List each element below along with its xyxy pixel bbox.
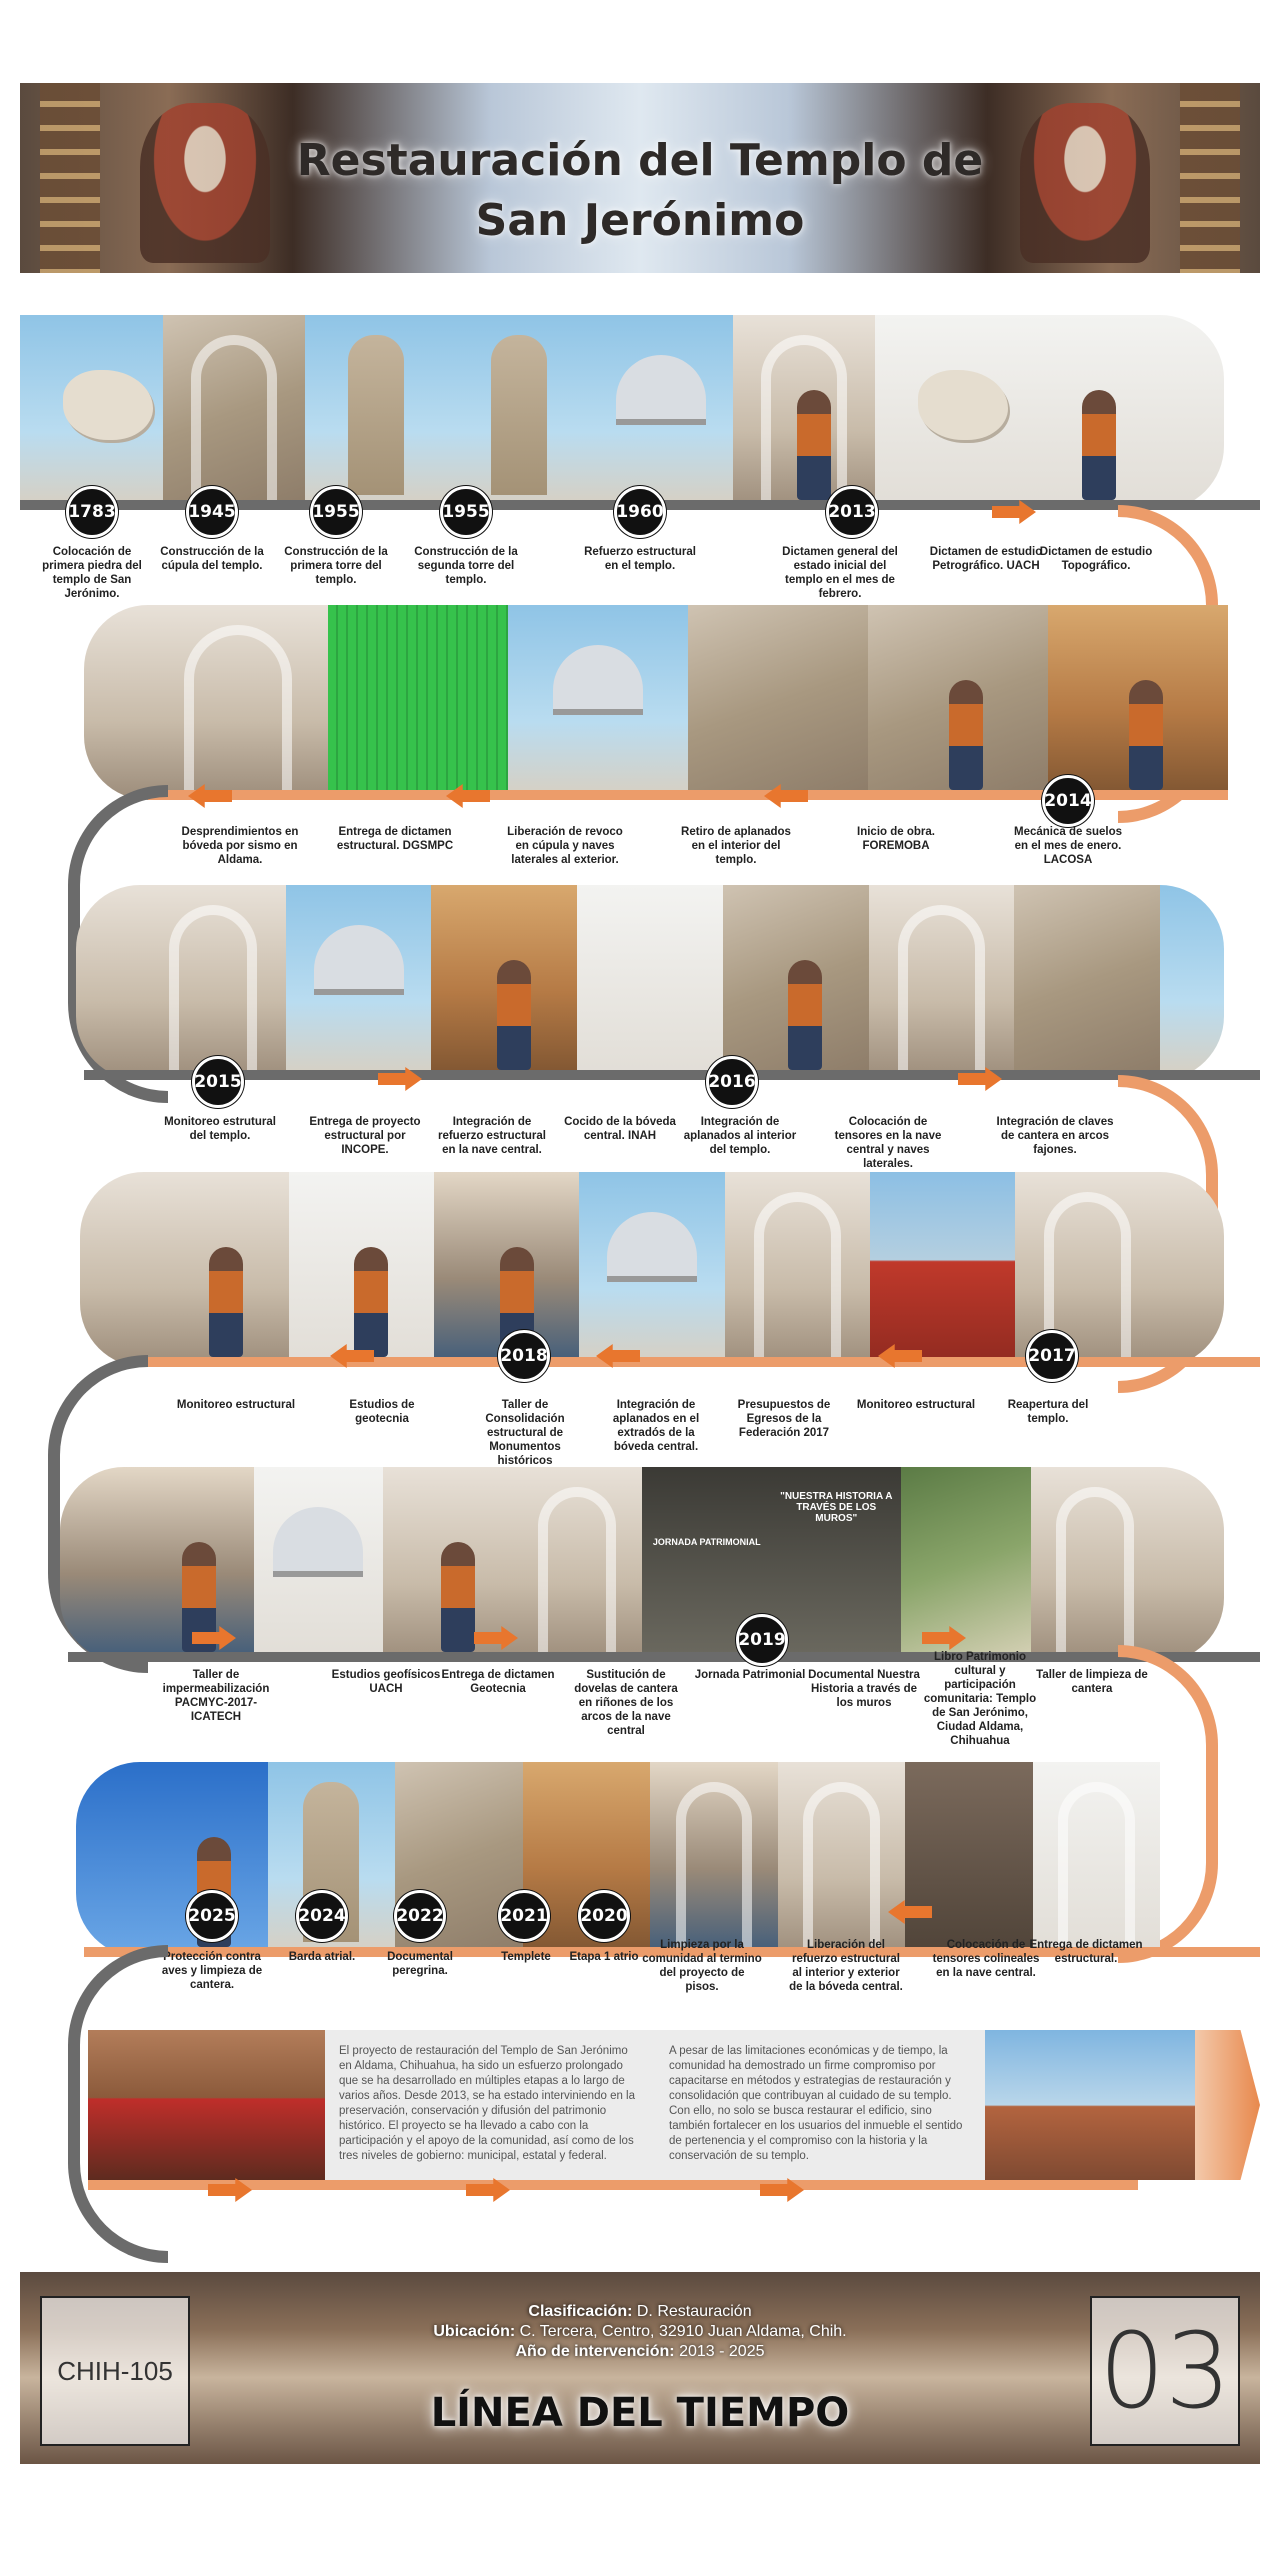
project-info	[320, 2302, 960, 2362]
photo-strip	[140, 1762, 1160, 1957]
timeline-caption: Liberación del refuerzo estructural al interior y exterior de la bóveda central.	[789, 1939, 903, 1993]
photo-structural-model	[328, 605, 508, 800]
photo-rock-sample	[875, 315, 1018, 510]
timeline-caption: Construcción de la cúpula del templo.	[160, 546, 264, 572]
timeline-caption: Construcción de la primera torre del templo.	[284, 546, 388, 586]
timeline-track	[68, 1652, 1260, 1662]
year-badge: 2025	[186, 1890, 238, 1942]
sheet-number: 03	[1098, 2310, 1232, 2432]
strip-cap	[76, 885, 140, 1080]
photo-dome-extrados	[579, 1172, 724, 1367]
photo-strip	[140, 885, 1160, 1080]
photo-vault-roof	[577, 885, 723, 1080]
timeline-caption: Etapa 1 atrio	[569, 1951, 639, 1963]
year-badge: 2018	[498, 1330, 550, 1382]
strip-cap	[1160, 1467, 1224, 1662]
photo-bell-tower	[448, 315, 591, 510]
photo-vault-monitoring	[140, 885, 286, 1080]
value-anio: 2013 - 2025	[679, 2343, 765, 2360]
photo-workers-rubble	[868, 605, 1048, 800]
timeline-caption: Dictamen de estudio Topográfico.	[1039, 546, 1153, 572]
year-badge: 1783	[66, 486, 118, 538]
timeline-caption: Entrega de dictamen Geotecnia	[441, 1669, 555, 1695]
timeline-caption: Entrega de proyecto estructural por INCOPE.	[309, 1116, 421, 1156]
photo-plaster-mixer	[723, 885, 869, 1080]
summary-block	[20, 2030, 1260, 2180]
timeline-caption: Entrega de dictamen estructural.	[1029, 1939, 1143, 1965]
timeline-caption: Cocido de la bóveda central. INAH	[564, 1116, 676, 1142]
strip-cap	[60, 1467, 124, 1662]
timeline-caption: Protección contra aves y limpieza de cantera.	[161, 1951, 263, 1991]
photo-book-cover	[901, 1467, 1031, 1662]
timeline-caption: Dictamen general del estado inicial del templo en el mes de febrero.	[782, 546, 898, 600]
timeline-caption: Taller de limpieza de cantera	[1036, 1669, 1148, 1695]
strip-cap	[80, 1172, 144, 1367]
photo-collinear-tensors	[905, 1762, 1033, 1957]
year-badge: 2016	[706, 1056, 758, 1108]
photo-dome	[590, 315, 733, 510]
year-badge: 1945	[186, 486, 238, 538]
timeline-caption: Documental peregrina.	[387, 1951, 453, 1977]
timeline-caption: Barda atrial.	[288, 1951, 356, 1963]
timeline-caption: Desprendimientos en bóveda por sismo en Aldama.	[181, 826, 299, 866]
timeline-caption: Monitoreo estructural	[856, 1399, 976, 1411]
photo-strip	[124, 1467, 1160, 1662]
label-ubicacion: Ubicación:	[433, 2323, 516, 2340]
timeline-row-2	[20, 605, 1260, 800]
footer-title: LÍNEA DEL TIEMPO	[430, 2390, 850, 2436]
timeline-caption: Inicio de obra. FOREMOBA	[857, 826, 935, 852]
value-ubicacion: C. Tercera, Centro, 32910 Juan Aldama, Chih.	[519, 2323, 847, 2340]
photo-workshop-group	[124, 1467, 254, 1662]
photo-cleaning-workshop	[1031, 1467, 1161, 1662]
timeline-caption: Presupuestos de Egresos de la Federación 2017	[737, 1399, 831, 1439]
timeline-caption: Templete	[501, 1951, 551, 1963]
summary-paragraph-1: El proyecto de restauración del Templo de San Jerónimo en Aldama, Chihuahua, ha sido un esfuerzo prolongado que se ha desarrollado en múltiples etapas a lo largo de varios años. Desde 2013, se ha estado interviniendo en la preservación, conservación y difusión del patrimonio histórico. El proyecto se ha llevado a cabo con la participación y el apoyo de la comunidad, así como de los tres niveles de gobierno: municipal, estatal y federal.	[325, 2030, 655, 2180]
year-badge: 2024	[296, 1890, 348, 1942]
timeline-caption: Taller de impermeabilización PACMYC-2017-ICATECH	[162, 1669, 270, 1723]
photo-reinforcement-workers	[431, 885, 577, 1080]
year-badge: 2020	[578, 1890, 630, 1942]
photo-dancers-festival	[88, 2030, 325, 2180]
photo-church-exterior	[985, 2030, 1195, 2180]
timeline-caption: Taller de Consolidación estructural de Monumentos históricos	[485, 1399, 565, 1467]
strip-cap	[76, 1762, 140, 1957]
photo-documentary-poster	[772, 1467, 902, 1662]
photo-keystones	[1014, 885, 1160, 1080]
year-badge: 2022	[394, 1890, 446, 1942]
label-clasificacion: Clasificación:	[528, 2303, 633, 2320]
strip-cap	[1160, 315, 1224, 510]
timeline-track	[84, 1070, 1260, 1080]
footer-banner	[20, 2272, 1260, 2464]
year-badge: 2017	[1026, 1330, 1078, 1382]
timeline-caption: Documental Nuestra Historia a través de los muros	[808, 1669, 920, 1709]
year-badge: 2013	[826, 486, 878, 538]
header-banner	[20, 83, 1260, 273]
photo-community-cleaning	[650, 1762, 778, 1957]
timeline-caption: Estudios de geotecnia	[349, 1399, 415, 1425]
timeline-row-1	[20, 315, 1260, 510]
timeline-caption: Integración de aplanados en el extradós de la bóveda central.	[612, 1399, 700, 1453]
photo-relief	[163, 315, 306, 510]
timeline-caption: Colocación de tensores colineales en la nave central.	[932, 1939, 1040, 1979]
photo-strip	[148, 605, 1228, 800]
photo-church-facade	[305, 315, 448, 510]
year-badge: 2015	[192, 1056, 244, 1108]
value-clasificacion: D. Restauración	[636, 2303, 752, 2320]
timeline-caption: Libro Patrimonio cultural y participación comunitaria: Templo de San Jerónimo, Ciudad Aldama, Chihuahua	[923, 1651, 1037, 1747]
timeline-row-3	[20, 885, 1260, 1080]
timeline-caption: Integración de refuerzo estructural en la nave central.	[437, 1116, 546, 1156]
event-label: JORNADA PATRIMONIAL	[652, 1537, 761, 1547]
arrow-tip-icon	[1195, 2030, 1260, 2180]
photo-interior-inspection	[733, 315, 876, 510]
timeline-caption: Integración de aplanados al interior del templo.	[683, 1116, 797, 1156]
photo-nave-interior	[725, 1172, 870, 1367]
timeline-caption: Sustitución de dovelas de cantera en riñones de los arcos de la nave central	[574, 1669, 678, 1737]
number-box	[1090, 2296, 1240, 2446]
timeline-row-4	[20, 1172, 1260, 1367]
photo-roof-dome	[286, 885, 432, 1080]
timeline-caption: Dictamen de estudio Petrográfico. UACH	[929, 546, 1043, 572]
year-badge: 2021	[498, 1890, 550, 1942]
timeline-caption: Jornada Patrimonial	[694, 1669, 806, 1681]
year-badge: 1955	[310, 486, 362, 538]
timeline-caption: Liberación de revoco en cúpula y naves laterales al exterior.	[507, 826, 623, 866]
photo-surveyor	[1018, 315, 1161, 510]
timeline-track	[144, 1357, 1260, 1367]
photo-soil-drilling	[1048, 605, 1228, 800]
timeline-caption: Construcción de la segunda torre del templo.	[414, 546, 518, 586]
photo-arch-scaffold	[513, 1467, 643, 1662]
photo-structural-report	[1033, 1762, 1161, 1957]
timeline-caption: Entrega de dictamen estructural. DGSMPC	[336, 826, 454, 852]
photo-vault-release	[778, 1762, 906, 1957]
strip-cap	[1160, 885, 1224, 1080]
photo-dome-survey	[254, 1467, 384, 1662]
timeline-caption: Colocación de primera piedra del templo de San Jerónimo.	[42, 546, 142, 600]
timeline-caption: Estudios geofísicos UACH	[331, 1669, 441, 1695]
photo-dancers	[870, 1172, 1015, 1367]
timeline-caption: Monitoreo estrutural del templo.	[164, 1116, 276, 1142]
year-badge: 1960	[614, 486, 666, 538]
page-title: Restauración del Templo de San Jerónimo	[296, 135, 984, 246]
timeline-caption: Limpieza por la comunidad al termino del proyecto de pisos.	[642, 1939, 762, 1993]
photo-dome-scaffold	[508, 605, 688, 800]
timeline-caption: Monitoreo estructural	[176, 1399, 296, 1411]
photo-nave-tensors	[869, 885, 1015, 1080]
photo-vault-cracks	[148, 605, 328, 800]
strip-cap	[1160, 1172, 1224, 1367]
year-badge: 2019	[736, 1614, 788, 1666]
poster-title: "NUESTRA HISTORIA A TRAVÉS DE LOS MUROS"	[780, 1491, 893, 1524]
photo-strip	[20, 315, 1160, 510]
summary-paragraph-2: A pesar de las limitaciones económicas y de tiempo, la comunidad ha demostrado un firme compromiso por capacitarse en métodos y estrategias de restauración y consolidación que contribuyan al cuidado de su templo. Con ello, no solo se busca restaurar el edificio, sino también fortalecer en los usuarios del inmueble el sentido de pertenencia y el compromiso con la historia y la conservación de su templo.	[655, 2030, 985, 2180]
strip-cap	[84, 605, 148, 800]
photo-wall-plaster	[688, 605, 868, 800]
timeline-caption: Colocación de tensores en la nave central y naves laterales.	[834, 1116, 942, 1170]
timeline-caption: Integración de claves de cantera en arcos fajones.	[996, 1116, 1114, 1156]
timeline-caption: Retiro de aplanados en el interior del templo.	[681, 826, 791, 866]
photo-stone	[20, 315, 163, 510]
timeline-caption: Refuerzo estructural en el templo.	[584, 546, 696, 572]
year-badge: 2014	[1042, 775, 1094, 827]
photo-geotech-lab	[289, 1172, 434, 1367]
label-anio: Año de intervención:	[515, 2343, 675, 2360]
sheet-code: CHIH-105	[57, 2355, 173, 2386]
timeline-caption: Reapertura del templo.	[1007, 1399, 1089, 1425]
year-badge: 1955	[440, 486, 492, 538]
timeline-caption: Mecánica de suelos en el mes de enero. LACOSA	[1013, 826, 1123, 866]
photo-monitoring-team	[144, 1172, 289, 1367]
photo-strip	[144, 1172, 1160, 1367]
